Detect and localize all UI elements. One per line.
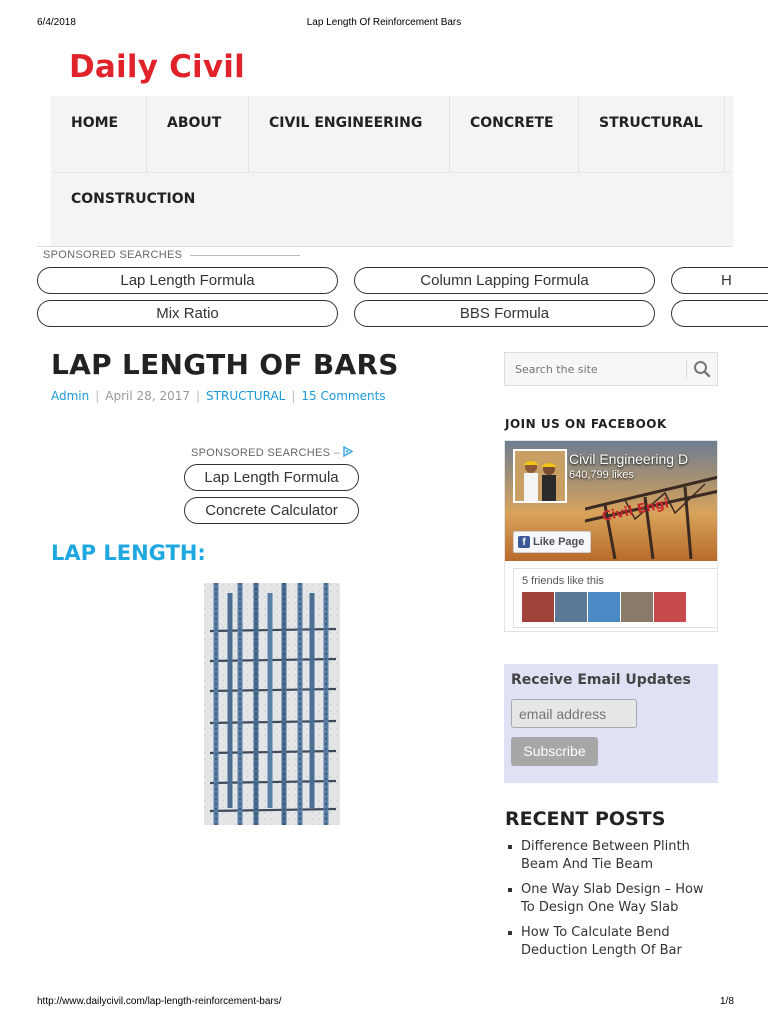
facebook-friends-panel [513, 568, 718, 628]
facebook-page-name[interactable]: Civil Engineering D [569, 451, 689, 467]
recent-posts-list [505, 838, 720, 967]
header-divider [37, 246, 733, 247]
sponsored-pill[interactable]: Concrete Calculator [184, 497, 359, 524]
print-title: Lap Length Of Reinforcement Bars [306, 17, 462, 28]
nav-item-about[interactable]: ABOUT [147, 96, 249, 172]
friend-avatar[interactable] [588, 592, 620, 622]
main-nav [51, 96, 733, 247]
nav-item-concrete[interactable]: CONCRETE [450, 96, 579, 172]
sponsored-dash: – [333, 446, 341, 459]
meta-sep: | [95, 389, 100, 403]
friend-avatar[interactable] [654, 592, 686, 622]
email-widget-title: Receive Email Updates [511, 672, 691, 688]
logo-text: Daily Civil [69, 49, 245, 85]
friend-avatar[interactable] [522, 592, 554, 622]
facebook-like-button[interactable] [513, 531, 591, 553]
site-logo[interactable] [51, 45, 268, 88]
sponsored-label-text: SPONSORED SEARCHES [43, 249, 183, 261]
nav-divider [51, 172, 733, 173]
author-link[interactable]: Admin [51, 389, 90, 403]
facebook-icon: f [518, 536, 530, 548]
svg-text:Civil Engi: Civil Engi [600, 496, 671, 525]
sponsored-label-top [43, 249, 300, 261]
print-url: http://www.dailycivil.com/lap-length-reinforcement-bars/ [37, 996, 282, 1007]
facebook-avatar[interactable] [513, 449, 567, 503]
search-divider [686, 360, 687, 379]
sponsored-label-text: SPONSORED SEARCHES [191, 446, 331, 459]
sponsored-pill[interactable]: Lap Length Formula [184, 464, 359, 491]
facebook-likes: 640,799 likes [569, 469, 634, 481]
email-input[interactable] [511, 699, 637, 728]
category-link[interactable]: STRUCTURAL [206, 389, 286, 403]
friend-avatar[interactable] [621, 592, 653, 622]
facebook-widget-title: JOIN US ON FACEBOOK [505, 417, 667, 431]
sponsored-pill[interactable]: Mix Ratio [37, 300, 338, 327]
facebook-widget [504, 440, 718, 632]
email-updates-widget [504, 664, 718, 783]
friend-avatar[interactable] [555, 592, 587, 622]
search-icon[interactable] [693, 360, 711, 382]
comments-link[interactable]: 15 Comments [301, 389, 386, 403]
subscribe-button[interactable]: Subscribe [511, 737, 598, 766]
nav-item-structural[interactable]: STRUCTURAL [579, 96, 725, 172]
search-input[interactable] [505, 353, 685, 385]
post-title: LAP LENGTH OF BARS [51, 348, 399, 381]
meta-sep: | [195, 389, 201, 403]
friends-text: 5 friends like this [522, 575, 604, 587]
sponsored-label-inline [191, 446, 353, 460]
adchoices-icon[interactable] [343, 446, 353, 460]
meta-sep: | [291, 389, 296, 403]
sponsored-pill[interactable]: Lap Length Formula [37, 267, 338, 294]
recent-posts-title: RECENT POSTS [505, 808, 666, 830]
print-date: 6/4/2018 [37, 17, 76, 28]
nav-item-home[interactable]: HOME [51, 96, 147, 172]
recent-post-link[interactable]: One Way Slab Design – How To Design One Way Slab [505, 881, 720, 917]
sponsored-pill[interactable] [671, 300, 768, 327]
site-search[interactable] [504, 352, 718, 386]
like-button-label: Like Page [533, 536, 585, 548]
nav-item-civil-engineering[interactable]: CIVIL ENGINEERING [249, 96, 450, 172]
recent-post-link[interactable]: Difference Between Plinth Beam And Tie Beam [505, 838, 720, 874]
post-meta [51, 389, 386, 403]
print-page-number: 1/8 [720, 996, 734, 1007]
sponsored-rule [190, 255, 300, 256]
post-date: April 28, 2017 [105, 389, 190, 403]
sponsored-pill[interactable]: BBS Formula [354, 300, 655, 327]
facebook-cover[interactable] [505, 441, 718, 561]
sponsored-pill[interactable]: H [671, 267, 768, 294]
sponsored-pill[interactable]: Column Lapping Formula [354, 267, 655, 294]
section-heading: LAP LENGTH: [51, 541, 206, 565]
rebar-image [204, 583, 340, 825]
recent-post-link[interactable]: How To Calculate Bend Deduction Length Of Bar [505, 924, 720, 960]
nav-item-construction[interactable]: CONSTRUCTION [71, 191, 196, 207]
